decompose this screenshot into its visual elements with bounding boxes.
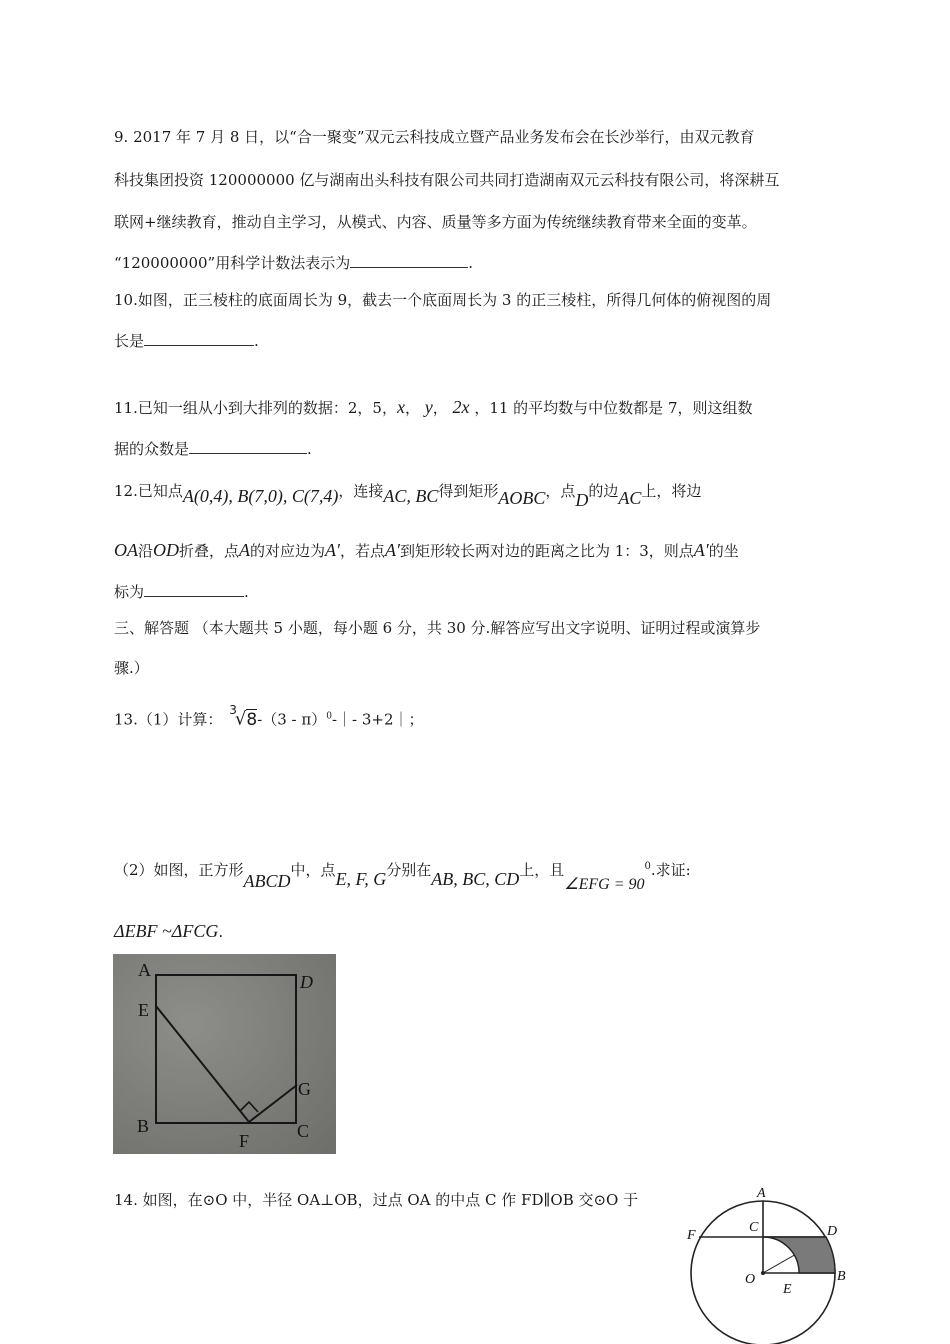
q11-text-b: ，11 的平均数与中位数都是 7，则这组数 [474, 399, 753, 417]
q9-line-1: 9. 2017 年 7 月 8 日，以“合一聚变”双元云科技成立暨产品业务发布会在长沙举行，由双元教育 [114, 128, 755, 146]
q12-text: 12.已知点 [114, 482, 183, 500]
q11-answer-blank[interactable] [189, 439, 307, 454]
q12-point-a-prime: A′ [385, 540, 400, 560]
cube-root-8 [227, 704, 257, 730]
label-e: E [783, 1282, 792, 1297]
q13-text: 分别在 [386, 861, 432, 879]
q12-text: 沿 [138, 542, 154, 560]
radical-sign: √ [234, 708, 247, 730]
q12-text: 得到矩形 [438, 482, 499, 500]
q12-text: 折叠，点 [179, 542, 240, 560]
q11-end: . [307, 440, 312, 458]
q13-square-name: ABCD [243, 871, 291, 891]
q12-text: ，连接 [338, 482, 384, 500]
q13-part1-expr: -（3 - π） [257, 710, 327, 729]
q12-segments: AC, BC [383, 486, 439, 506]
q12-points: A(0,4), B(7,0), C(7,4) [182, 486, 339, 506]
q12-text: 到矩形较长两对边的距离之比为 1：3，则点 [399, 542, 694, 560]
section-3-heading: 三、解答题 （本大题共 5 小题，每小题 6 分，共 30 分.解答应写出文字说明、证明过程或演算步 [114, 619, 761, 637]
q13-part2-line-1 [114, 857, 691, 893]
q13-part1-tail: -｜- 3+2｜； [331, 710, 424, 729]
q9-line-3: 联网+继续教育，推动自主学习，从模式、内容、质量等多方面为传统继续教育带来全面的变革。 [114, 213, 757, 231]
q12-line-1 [114, 480, 702, 510]
q12-text: 的对应边为 [250, 542, 326, 560]
square-abcd-figure [113, 954, 336, 1154]
q13-text: .求证: [650, 861, 691, 879]
q13-part1-prefix: 13.（1）计算： [114, 710, 223, 729]
label-c: C [297, 1121, 310, 1141]
q11-var-y: y [424, 397, 433, 417]
label-a: A [138, 960, 151, 980]
q12-text: 的坐 [708, 542, 739, 560]
q9-end: . [468, 254, 474, 272]
label-o: O [745, 1272, 756, 1287]
q9-prompt: “120000000”用科学计数法表示为 [114, 254, 351, 272]
q10-line-1: 10.如图，正三棱柱的底面周长为 9，截去一个底面周长为 3 的正三棱柱，所得几何体的俯视图的周 [114, 291, 772, 309]
q11-prompt: 据的众数是 [114, 440, 190, 458]
label-f: F [687, 1228, 696, 1243]
label-e: E [138, 1000, 149, 1020]
q13-points: E, F, G [335, 869, 387, 889]
q11-sep: ， [432, 399, 448, 417]
q10-line-2 [114, 331, 259, 351]
q13-text: 上，且 [519, 861, 565, 879]
q10-answer-blank[interactable] [144, 331, 254, 346]
q12-text: 上，将边 [641, 482, 702, 500]
q12-point-a-prime: A′ [325, 540, 340, 560]
q11-line-1 [114, 397, 753, 418]
q12-side-ac: AC [618, 488, 642, 508]
q9-line-4 [114, 253, 473, 273]
label-d: D [827, 1224, 838, 1239]
center-point [761, 1271, 765, 1275]
q13-prove-line [114, 921, 223, 942]
q13-sides: AB, BC, CD [431, 869, 520, 889]
q13-prove-statement: ΔEBF ~ΔFCG [114, 921, 219, 941]
q13-degree: 0 [644, 861, 651, 872]
shaded-region [763, 1237, 835, 1273]
q13-exponent: 0 [326, 711, 332, 722]
section-3-heading-cont: 骤.） [114, 659, 149, 677]
q13-angle: ∠EFG = 90 [564, 876, 645, 893]
label-b: B [837, 1269, 846, 1284]
q14-line-1: 14. 如图，在⊙O 中，半径 OA⊥OB，过点 OA 的中点 C 作 FD∥OB 交⊙O 于 [114, 1191, 639, 1209]
circle-o-figure [685, 1183, 850, 1344]
q13-part1 [114, 704, 424, 730]
q12-answer-blank[interactable] [144, 582, 244, 597]
q11-text-a: 11.已知一组从小到大排列的数据：2，5， [114, 399, 397, 417]
q12-text: ，点 [545, 482, 576, 500]
q12-prompt: 标为 [114, 583, 145, 601]
q13-end: . [218, 923, 224, 941]
q10-prompt: 长是 [114, 332, 145, 350]
q12-text: 的边 [588, 482, 619, 500]
label-c: C [749, 1220, 759, 1235]
q11-sep: ， [404, 399, 420, 417]
q12-point-d: D [575, 490, 589, 510]
label-d: D [300, 972, 313, 992]
q12-point-a-prime: A′ [693, 540, 709, 560]
q12-point-a: A [239, 540, 251, 560]
q11-var-2x: 2x [452, 397, 470, 417]
label-a: A [757, 1186, 766, 1201]
root-index: 3 [229, 703, 237, 717]
q9-answer-blank[interactable] [350, 253, 468, 268]
q12-end: . [244, 583, 249, 601]
q12-line-3 [114, 582, 249, 602]
q10-end: . [254, 332, 259, 350]
q13-text: 中，点 [290, 861, 336, 879]
q12-line-2 [114, 540, 739, 561]
q11-line-2 [114, 439, 312, 459]
label-f: F [239, 1131, 250, 1151]
label-b: B [137, 1116, 150, 1136]
q12-rect-name: AOBC [498, 488, 546, 508]
q12-text: ，若点 [339, 542, 385, 560]
q12-side-oa: OA [114, 540, 138, 560]
q9-line-2: 科技集团投资 120000000 亿与湖南出头科技有限公司共同打造湖南双元云科技有限公司，将深耕互 [114, 171, 780, 189]
radicand: 8 [246, 709, 258, 730]
q12-segment-od: OD [153, 540, 180, 560]
q13-text: （2）如图，正方形 [114, 861, 244, 879]
q11-var-x: x [396, 397, 405, 417]
label-g: G [298, 1079, 311, 1099]
